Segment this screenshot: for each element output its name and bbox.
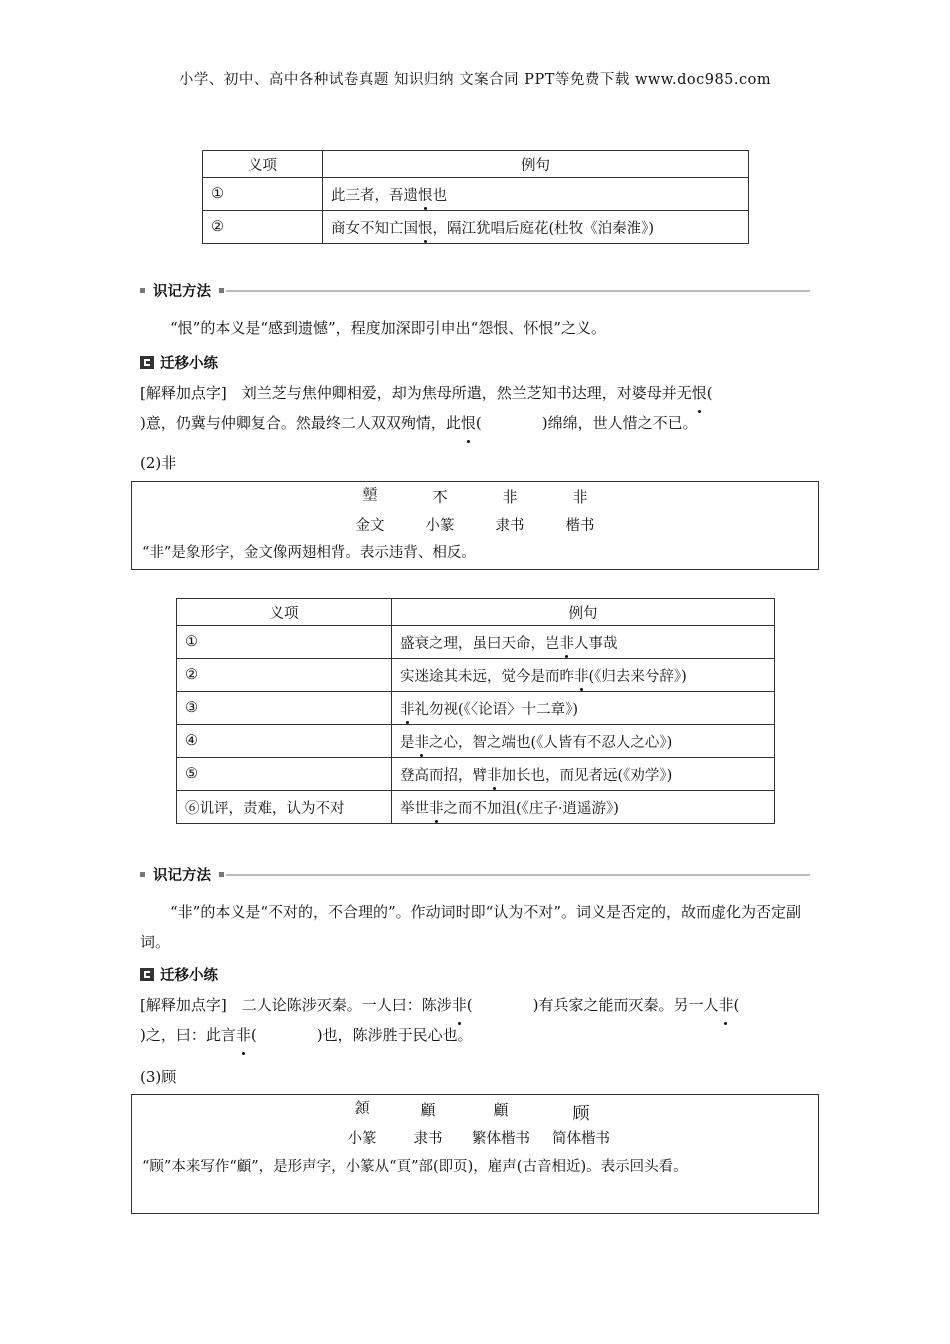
style-label: 简体楷书: [552, 1131, 610, 1147]
table-header-meaning: 义项: [177, 599, 392, 626]
meaning-cell: ⑥讥评，责难，认为不对: [177, 791, 392, 824]
method-heading: [140, 280, 810, 301]
style-label: 隶书: [413, 1131, 443, 1147]
example-cell: 登高而招，臂非加长也，而见者远(《劝学》): [392, 758, 775, 791]
glyph-fanti: 顧: [493, 1101, 509, 1119]
bullet-icon: [140, 288, 145, 293]
table-fei: [176, 598, 775, 824]
divider-line: [226, 874, 810, 876]
method-title: 识记方法: [153, 868, 211, 884]
meaning-cell: ③: [177, 692, 392, 725]
example-cell: 盛衰之理，虽曰天命，岂非人事哉: [392, 626, 775, 659]
meaning-cell: ①: [177, 626, 392, 659]
glyph-lishu: 非: [502, 488, 518, 506]
glyph-row: [132, 1099, 818, 1125]
dotted-char: 非: [236, 1020, 251, 1050]
dotted-char: 非: [429, 797, 444, 818]
example-cell: 商女不知亡国恨，隔江犹唱后庭花(杜牧《泊秦淮》): [323, 211, 749, 244]
dotted-char: 非: [452, 990, 467, 1020]
practice-title: 迁移小练: [160, 968, 218, 984]
practice-icon: [140, 356, 154, 369]
style-label: 小篆: [347, 1131, 377, 1147]
glyph-lishu: 顧: [420, 1101, 436, 1119]
practice-text: [140, 990, 810, 1050]
table-header-example: 例句: [392, 599, 775, 626]
dotted-char: 非: [718, 990, 733, 1020]
etymology-box: [131, 481, 819, 570]
etymology-box: [131, 1094, 819, 1214]
style-label: 繁体楷书: [472, 1131, 530, 1147]
table-header-meaning: 义项: [203, 151, 323, 178]
method-text: “恨”的本义是“感到遗憾”，程度加深即引申出“怨恨、怀恨”之义。: [170, 319, 607, 337]
example-cell: 此三者，吾遗恨也: [323, 178, 749, 211]
glyph-jianti: 顾: [572, 1104, 590, 1124]
page-header: 小学、初中、高中各种试卷真题 知识归纳 文案合同 PPT等免费下载 www.doc985.com: [178, 72, 772, 88]
example-cell: 实迷途其未远，觉今是而昨非(《归去来兮辞》): [392, 659, 775, 692]
practice-icon: [140, 968, 154, 981]
dotted-char: 恨: [692, 378, 707, 408]
example-cell: 举世非之而不加沮(《庄子·逍遥游》): [392, 791, 775, 824]
glyph-xiaozhuan: 𩔝: [354, 1099, 370, 1117]
table-header-example: 例句: [323, 151, 749, 178]
divider-line: [226, 290, 810, 292]
practice-title: 迁移小练: [160, 356, 218, 372]
dotted-char: 非: [487, 764, 502, 785]
section-label: (3)顾: [140, 1068, 177, 1086]
style-row: [132, 1125, 818, 1153]
table-row: [177, 758, 775, 791]
dotted-char: 恨: [461, 408, 476, 438]
meaning-cell: ①: [203, 178, 323, 211]
table-row: [177, 791, 775, 824]
table-row: [177, 626, 775, 659]
dotted-char: 非: [574, 665, 589, 686]
method-text: “非”的本义是“不对的，不合理的”。作动词时即“认为不对”。词义是否定的，故而虚化为否定副词。: [140, 903, 802, 951]
style-label: 小篆: [425, 518, 455, 534]
etymology-desc: “顾”本来写作“顧”，是形声字，小篆从“頁”部(即页)，雇声(古音相近)。表示回头看。: [142, 1159, 688, 1175]
method-title: 识记方法: [153, 284, 211, 300]
table-row: [177, 725, 775, 758]
table-row: [177, 659, 775, 692]
glyph-xiaozhuan: 𣎴: [432, 488, 448, 506]
dotted-char: 非: [400, 698, 415, 719]
meaning-cell: ②: [203, 211, 323, 244]
meaning-cell: ②: [177, 659, 392, 692]
meaning-cell: ④: [177, 725, 392, 758]
practice-text: [140, 378, 810, 438]
section-label: (2)非: [140, 454, 177, 472]
practice-line: )意，仍冀与仲卿复合。然最终二人双双殉情，此恨( )绵绵，世人惜之不已。: [140, 408, 810, 438]
dotted-char: 恨: [418, 217, 433, 238]
style-label: 隶书: [495, 518, 525, 534]
style-label: 楷书: [565, 518, 595, 534]
example-cell: 非礼勿视(《〈论语〉十二章》): [392, 692, 775, 725]
dotted-char: 非: [415, 731, 430, 752]
table-row: [177, 692, 775, 725]
dotted-char: 恨: [418, 184, 433, 205]
dotted-char: 非: [560, 632, 575, 653]
method-heading: [140, 864, 810, 885]
etymology-desc: “非”是象形字，金文像两翅相背。表示违背、相反。: [142, 545, 476, 561]
table-row: [203, 211, 749, 244]
bullet-icon: [219, 872, 224, 877]
style-label: 金文: [355, 518, 385, 534]
practice-heading: [140, 352, 218, 373]
glyph-row: [132, 486, 818, 512]
glyph-kaishu: 非: [572, 488, 588, 506]
bullet-icon: [219, 288, 224, 293]
table-hen: [202, 150, 749, 244]
practice-heading: [140, 964, 218, 985]
practice-line: )之，曰：此言非( )也，陈涉胜于民心也。: [140, 1020, 810, 1050]
bullet-icon: [140, 872, 145, 877]
practice-line: [解释加点字] 刘兰芝与焦仲卿相爱，却为焦母所遣，然兰芝知书达理，对婆母并无恨(: [140, 378, 810, 408]
table-row: [203, 178, 749, 211]
meaning-cell: ⑤: [177, 758, 392, 791]
example-cell: 是非之心，智之端也(《人皆有不忍人之心》): [392, 725, 775, 758]
style-row: [132, 512, 818, 540]
glyph-jinwen: 𡔕: [362, 486, 378, 504]
practice-line: [解释加点字] 二人论陈涉灭秦。一人曰：陈涉非( )有兵家之能而灭秦。另一人非(: [140, 990, 810, 1020]
